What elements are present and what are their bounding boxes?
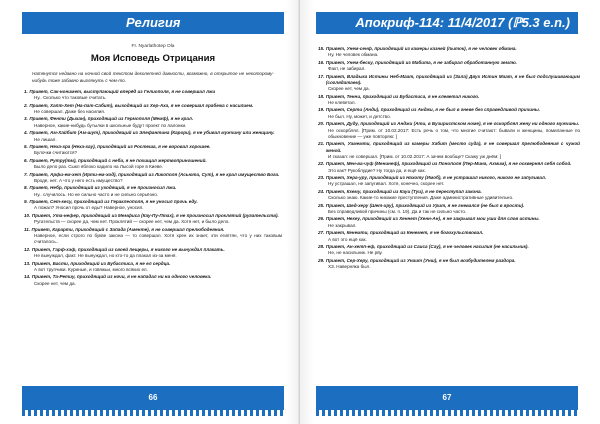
- item-question: Привет, Тенни, приходящий из Бубастиса, я не клеветал никого.: [325, 93, 480, 99]
- item-answer: Не лишал.: [34, 136, 57, 142]
- item-question: Привет, Ан-хетп-еф, приходящий из Саиса (Сау), я не человек насилия (не насильник).: [325, 244, 529, 250]
- item-answer: ХЗ. Наверняка был.: [328, 264, 371, 270]
- item-question: Привет, Карарти, приходящий с Запада (Аменте), я не совершал прелюбодеяния.: [31, 226, 225, 232]
- item-number: 8.: [24, 185, 28, 191]
- confession-item: [24, 172, 282, 178]
- item-answer: Булочки считаются?: [34, 150, 78, 156]
- item-number: 1.: [24, 88, 28, 94]
- item-number: 5.: [24, 144, 28, 150]
- item-answer: Без справедливой причины (см. п. 19). Да и так не сильно часто.: [328, 209, 467, 214]
- item-number: 2.: [24, 102, 28, 108]
- item-number: 10.: [24, 212, 31, 218]
- item-answer: Сколько знаю. Какие-то никакие преступления. Даже административные удивительно.: [328, 195, 514, 201]
- section-header: Религия: [22, 12, 284, 34]
- item-answer: Было дело раз. Сыкл яблоко кадило на Лысой горе в Киеве.: [34, 164, 164, 170]
- confession-item: [318, 141, 580, 154]
- item-answer: Ну.. Сколько что таковые считать.: [34, 95, 107, 101]
- item-answer: А вот это ещё как.: [328, 236, 367, 242]
- item-answer: Не оскорблял. [Прим. от 10.02.2017: Есть речь о том, что многие считают: бывали и женщины, помиланные по обыкновение — уже повторяю: ]: [328, 127, 580, 139]
- page-fold-shadow: [300, 0, 314, 424]
- item-question: Привет, Ута-нефер, приходящий из Мемфиса (Кау-Пу-Птах), я не произносил проклятий (ругательств).: [31, 212, 279, 218]
- item-question: Привет, Фенти (Дыхан), приходящий из Гермополя (Мемф), я не крал.: [29, 116, 194, 122]
- item-number: 3.: [24, 116, 28, 122]
- item-number: 14.: [24, 274, 31, 280]
- item-answer: Ну. Не человек обмана.: [328, 52, 379, 58]
- item-question: Привет, Рутру(тм), приходящий с неба, я не похищал жертвоприношений.: [29, 157, 207, 163]
- item-answer: Вроде, нет. А что у него есть имущество?: [34, 177, 123, 183]
- item-number: 25.: [318, 202, 325, 208]
- item-question: Привет, Унем-беску, приходящий из Мабита, я не забирал обработанную землю.: [325, 59, 517, 65]
- footer-decoration: [316, 410, 578, 416]
- item-question: Привет, Гарф-хэф, приходящий из своей пещеры, я никого не вынуждал плакать.: [31, 246, 225, 252]
- item-number: 18.: [318, 93, 325, 99]
- item-number: 29.: [318, 257, 325, 263]
- item-number: 11.: [24, 226, 31, 232]
- page-number: 66: [148, 393, 158, 402]
- item-answer: А пожал? Уносил прочь от еды? Наверное, уносил.: [34, 205, 144, 211]
- right-page: [300, 0, 600, 424]
- item-question: Привет, Шед-херу (Шет-хру), приходящий из Урит, я не гневался (не был в ярости).: [325, 202, 525, 208]
- issue-header: Апокриф-114: 11/4/2017 (ℙ5.3 e.n.): [316, 12, 578, 34]
- item-question: Привет, Небр, приходящий из уходящий, я не произносил лжи.: [29, 185, 177, 191]
- item-answer: Наверное, если строго по букве закона — то совершал. Хотя хрен их знает, эти египтян, что у них таковым считалось..: [34, 233, 282, 245]
- item-answer: Не, не насильник. Не рву.: [328, 250, 383, 256]
- item-answer: Не вынуждал, факт. Не вынуждал, но кто-то да плакал из-за меня.: [34, 253, 177, 259]
- page-number: 67: [442, 393, 452, 402]
- item-number: 26.: [318, 216, 325, 222]
- confession-item: [318, 74, 580, 87]
- item-answer: Не клеветал.: [328, 99, 356, 105]
- item-question: Привет, Уамемти, приходящий из камеры Хабит (место суда), я не совершал прелюбодеяния с чужой женой.: [325, 141, 580, 153]
- item-question: Привет, Басти, приходящий из Бубастиса, я не ел сердца.: [31, 260, 171, 266]
- item-number: 13.: [24, 260, 31, 266]
- item-number: 4.: [24, 130, 28, 136]
- item-answer: Факт, не забирал.: [328, 66, 366, 72]
- article-intro: Натянутся недавно на ночной свой текстом деколетней давности, возможно, в открытое не некоторому-нибудь тоже забавно выглянуть с чем-то.: [32, 71, 274, 83]
- item-number: 15.: [318, 46, 325, 51]
- item-answer: Скорее нет, чем да.: [328, 86, 370, 92]
- item-number: 28.: [318, 244, 325, 250]
- item-question: Привет, Кенемти, приходящий из Кенемет, я не богохульствовал.: [325, 230, 484, 236]
- item-answer: Не совершал. Даже без насилия.: [34, 108, 105, 114]
- confession-list-continued: [318, 46, 580, 270]
- item-question: Привет, Сак-нонимет, выступающий вперёд из Гелиополя, я не совершал лжи: [29, 88, 216, 94]
- item-answer: И сказал: не совершал. [Прим. от 10.02.2017: А зачем вообще? Скажу уж днём: ]: [328, 153, 502, 159]
- item-answer: Не был. Ну, может, и детство.: [328, 113, 391, 119]
- confession-list: [24, 89, 282, 287]
- item-answer: Скорее нет, чем да.: [34, 280, 76, 286]
- item-question: Привет, Сер-Херу, приходящий из Унаит (Унш), я не был возбудителем раздора.: [325, 257, 516, 263]
- item-question: Привет, Сет-кесу, приходящий из Гераклеополя, я не уносил прочь еду.: [29, 199, 198, 205]
- page-number-bar: [22, 386, 284, 410]
- article-body: [24, 42, 282, 374]
- item-number: 23.: [318, 175, 325, 181]
- article-title: Моя Исповедь Отрицания: [90, 53, 216, 65]
- item-answer: Наверное, какие-нибудь бутылки в школьные будут проект по лалонки.: [34, 122, 187, 128]
- item-number: 19.: [318, 107, 325, 113]
- page-number-bar: [316, 386, 578, 410]
- item-number: 16.: [318, 59, 325, 65]
- item-question: Привет, Унем-сенф, приходящий из камеры казней (пыток), я не человек обмана.: [325, 46, 517, 51]
- item-question: Привет, Серти (Анди), приходящий из Анджи, я не был в гневе без справедливой причины.: [325, 107, 541, 113]
- item-number: 6.: [24, 157, 28, 163]
- item-question: Привет, Мен-ва-чуф (Менинеф), приходящий из Понополя (Пер-Мина, Ахмим), я не осквернял себя собой.: [325, 161, 572, 167]
- item-question: Привет, Дуду, приходящий из Анджи (Ати, в Бузиристском номе), я не оскорблял жену ни одного мужчины.: [325, 121, 580, 127]
- item-number: 22.: [318, 161, 325, 167]
- item-number: 20.: [318, 121, 325, 127]
- footer-decoration: [22, 410, 284, 416]
- item-answer: Не закрывал.: [328, 222, 357, 228]
- item-number: 9.: [24, 199, 28, 205]
- item-question: Привет, Владыка Истины Неб-Маат, приходящий из (Зала) Двух Истин Маат, я не был подслушивающим (соглядатаем).: [325, 73, 580, 85]
- item-question: Привет, Ам-Хайбит (Ам-шут), приходящий из Элефантина (Карори), я не убивал мужчину или женщину.: [29, 130, 275, 136]
- item-question: Привет, Хера-уру, приходящий из Нахоту (Имоб), я не устрашал никого, никого не запугивал.: [325, 175, 547, 181]
- item-question: Привет, Та-Ретиу, приходящий из ночи, я не нападал ни на одного человека.: [31, 274, 212, 280]
- author-line: Fr. Nyarlathotep Ola: [131, 44, 175, 49]
- article-body-continued: [318, 46, 580, 374]
- confession-item: [318, 161, 580, 167]
- item-question: Привет, Неха-хра (Неха-хау), приходящий из Ростеша, я не воровал хорошее.: [29, 144, 211, 150]
- item-number: 12.: [24, 246, 31, 252]
- item-answer: Это как? Рукоблудие? Ну тогда да, и ещё как.: [328, 167, 426, 173]
- confession-item: [24, 130, 282, 136]
- item-answer: А вот трупчики. Куриные, и говяжьи, много всяких ел.: [34, 266, 148, 272]
- item-number: 17.: [318, 73, 325, 79]
- confession-item: [318, 121, 580, 127]
- item-question: Привет, Кхему, приходящий из Кауи (Туи), я не переступал закона.: [325, 188, 482, 194]
- item-question: Привет, Хапт-Хет (На-пат-Сабит), выходящий из Хер-Аха, я не совершал грабежа с насилием.: [29, 102, 254, 108]
- item-number: 24.: [318, 188, 325, 194]
- item-answer: Ну устрашал, не запугивал. Хотя, конечно, скорее нет.: [328, 181, 445, 187]
- item-answer: Ну.. случилось. Но не сильно часто и не сильно серьёзно.: [34, 191, 159, 197]
- item-number: 7.: [24, 171, 28, 177]
- item-question: Привет, Нехеу, приходящий из Хеннет (Хенн-Ан), я не закрывал мои уши для слов истины.: [325, 216, 540, 222]
- item-answer: Ругательств — скорее да, чем нет. Проклятий — скорее нет, чем да. Хотя нет, и было дело.: [34, 219, 230, 225]
- item-number: 21.: [318, 141, 325, 147]
- item-number: 27.: [318, 230, 325, 236]
- item-question: Привет, Арфи-ем-хет (Ирти-ем-ход), приходящий из Ликополя (Асьюта, Сут), я не крал имущество Бога.: [29, 171, 280, 177]
